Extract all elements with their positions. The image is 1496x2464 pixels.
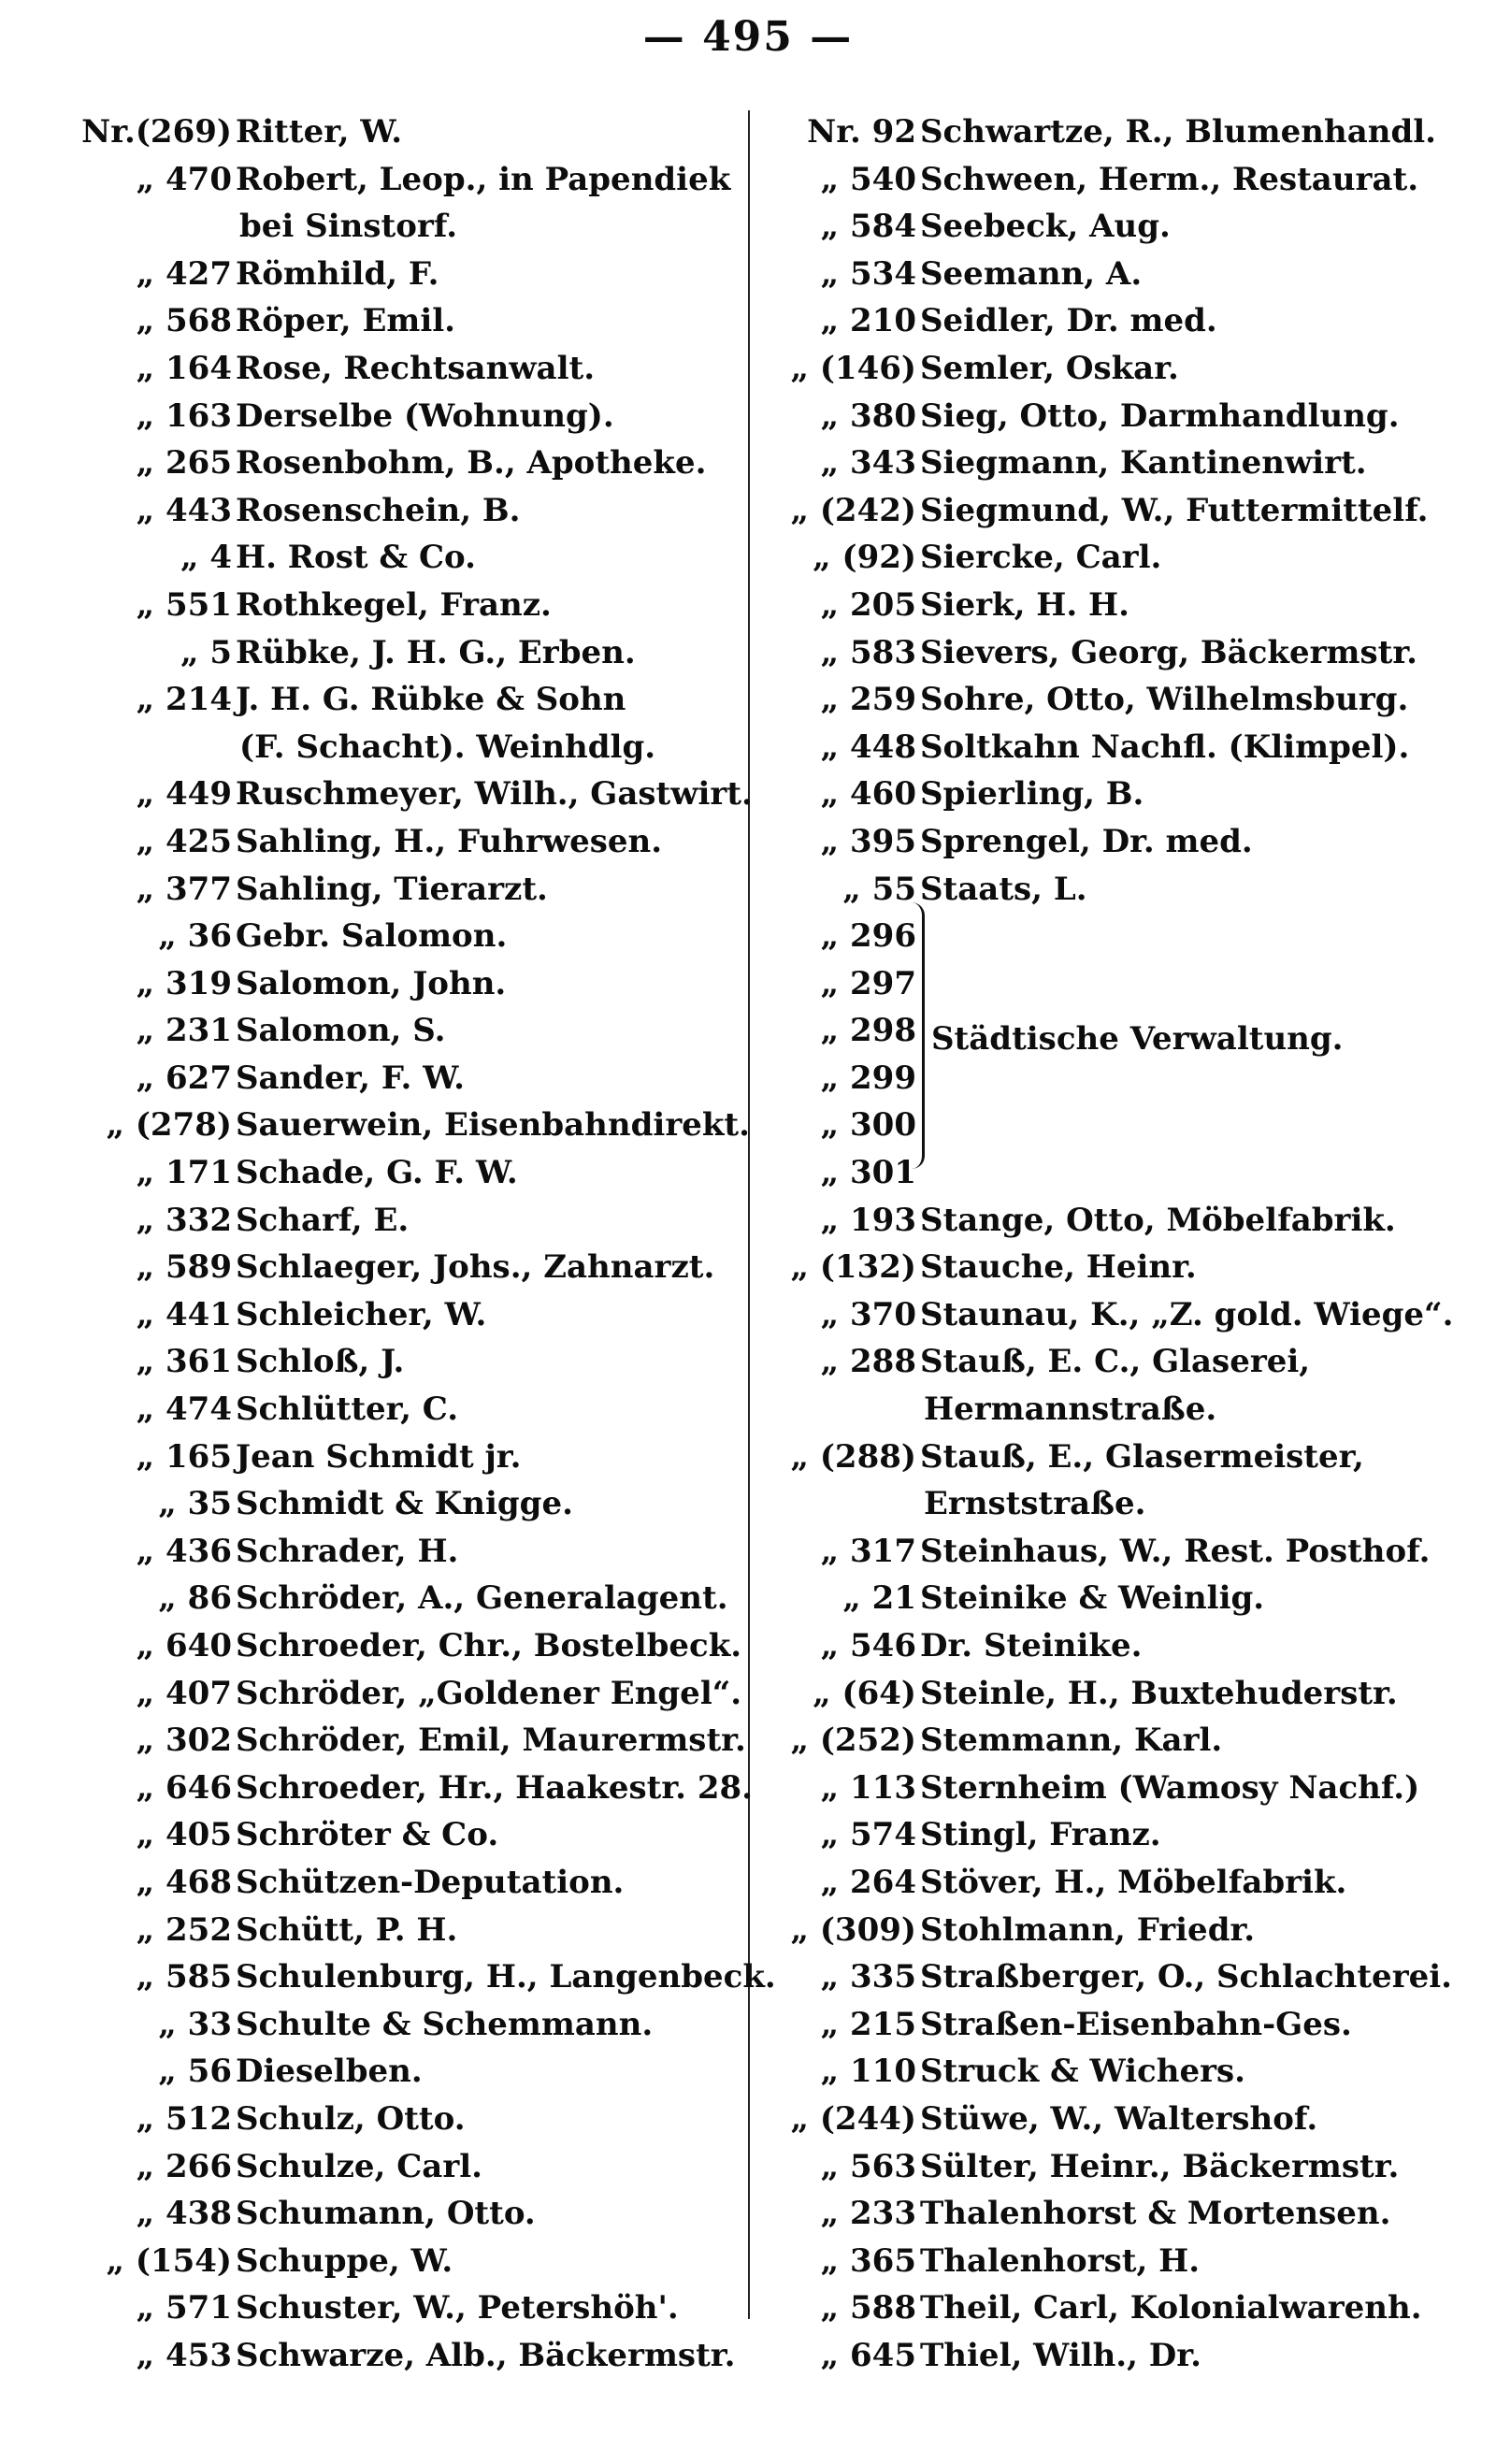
directory-entry — [71, 1765, 753, 1812]
directory-entry — [71, 2096, 731, 2143]
entry-name: Schlaeger, Johs., Zahnarzt. — [236, 1248, 715, 1287]
directory-entry — [755, 676, 1485, 724]
entry-name: Siegmund, W., Futtermittelf. — [920, 491, 1429, 529]
directory-entry — [71, 818, 731, 866]
entry-number: „ 546 — [820, 1627, 916, 1664]
entry-number: „ 297 — [820, 964, 916, 1002]
entry-name: Rose, Rechtsanwalt. — [236, 349, 596, 387]
directory-entry — [755, 1149, 1485, 1197]
entry-number: „ 448 — [820, 728, 916, 766]
entry-name: Jean Schmidt jr. — [236, 1437, 522, 1476]
entry-number: „ 299 — [820, 1059, 916, 1097]
entry-name: Stemmann, Karl. — [920, 1722, 1223, 1760]
directory-entry — [755, 866, 1485, 914]
entry-number: „ 568 — [136, 302, 232, 340]
directory-entry — [755, 1811, 1485, 1859]
directory-entry — [71, 2001, 731, 2049]
entry-number: „ 551 — [136, 585, 232, 624]
entry-name: Schulz, Otto. — [236, 2099, 466, 2138]
entry-number: „ 259 — [820, 681, 916, 719]
entry-name: Schulte & Schemmann. — [236, 2005, 654, 2043]
entry-number: „ 86 — [158, 1579, 232, 1618]
directory-entry — [71, 1528, 731, 1576]
directory-entry — [71, 1953, 776, 2001]
directory-entry — [71, 582, 731, 629]
directory-entry — [755, 297, 1485, 345]
directory-entry — [755, 1244, 1485, 1291]
directory-entry — [755, 534, 1485, 582]
entry-number: „ 407 — [136, 1674, 232, 1712]
entry-name: Schlütter, C. — [236, 1391, 459, 1429]
entry-number: „ 361 — [136, 1343, 232, 1381]
entry-name: Schloß, J. — [236, 1343, 405, 1381]
entry-name: Stauß, E., Glasermeister, — [920, 1437, 1364, 1476]
directory-entry — [71, 534, 731, 582]
entry-name: Schumann, Otto. — [236, 2195, 536, 2233]
entry-number: „ 335 — [820, 1958, 916, 1996]
entry-name: Schuster, W., Petershöh'. — [236, 2289, 679, 2327]
entry-number: „ 470 — [136, 160, 232, 198]
entry-number: „ 589 — [136, 1248, 232, 1287]
directory-entry — [755, 2001, 1485, 2049]
entry-number: „ 110 — [820, 2053, 916, 2091]
directory-entry — [755, 1528, 1485, 1576]
directory-entry — [755, 439, 1485, 487]
entry-number: „ (132) — [790, 1248, 916, 1287]
directory-entry — [71, 1717, 746, 1765]
entry-name: Theil, Carl, Kolonialwarenh. — [920, 2289, 1422, 2327]
directory-entry — [71, 1434, 731, 1481]
directory-entry — [71, 1575, 731, 1622]
directory-entry — [71, 487, 731, 535]
entry-name: Schröder, „Goldener Engel“. — [236, 1674, 742, 1712]
entry-number: „ 646 — [136, 1768, 232, 1807]
entry-name: Dieselben. — [236, 2053, 423, 2091]
entry-name: Steinhaus, W., Rest. Posthof. — [920, 1532, 1431, 1570]
entry-number: „ 468 — [136, 1863, 232, 1901]
entry-name: Sohre, Otto, Wilhelmsburg. — [920, 681, 1409, 719]
entry-name: Ruschmeyer, Wilh., Gastwirt. — [236, 775, 753, 814]
directory-entry — [755, 1102, 1485, 1149]
entry-name: Thalenhorst & Mortensen. — [920, 2195, 1391, 2233]
directory-entry — [71, 2332, 736, 2380]
directory-entry — [71, 1670, 742, 1718]
entry-name: Schleicher, W. — [236, 1295, 487, 1333]
entry-number: „ 332 — [136, 1201, 232, 1239]
directory-entry — [71, 2284, 731, 2332]
entry-number: „ 436 — [136, 1532, 232, 1570]
directory-entry — [755, 582, 1485, 629]
entry-number: Nr.(269) — [81, 113, 232, 151]
entry-number: „ 443 — [136, 491, 232, 529]
directory-entry — [71, 1197, 731, 1245]
directory-entry — [71, 251, 731, 298]
directory-entry — [755, 156, 1485, 204]
entry-number: „ 163 — [136, 396, 232, 435]
entry-name: Stüwe, W., Waltershof. — [920, 2099, 1318, 2138]
entry-name: Schulenburg, H., Langenbeck. — [236, 1958, 776, 1996]
left-column — [71, 108, 776, 2380]
entry-name: Thiel, Wilh., Dr. — [920, 2336, 1201, 2374]
entry-number: „ 640 — [136, 1627, 232, 1664]
directory-entry — [71, 1007, 731, 1055]
directory-entry — [71, 108, 731, 156]
entry-number: „ 298 — [820, 1012, 916, 1050]
entry-name: Sternheim (Wamosy Nachf.) — [920, 1768, 1420, 1807]
entry-number: „ (92) — [813, 539, 916, 577]
directory-entry — [755, 818, 1485, 866]
directory-entry — [755, 1434, 1485, 1481]
entry-number: „ 36 — [158, 917, 232, 956]
entry-number: „ 301 — [820, 1154, 916, 1192]
directory-entry — [755, 1717, 1485, 1765]
entry-number: „ 56 — [158, 2053, 232, 2091]
entry-number: „ 4 — [180, 539, 232, 577]
directory-entry — [755, 487, 1485, 535]
entry-name: Schwarze, Alb., Bäckermstr. — [236, 2336, 736, 2374]
entry-number: „ 252 — [136, 1910, 232, 1949]
entry-number: „ 583 — [820, 633, 916, 671]
entry-name: Stange, Otto, Möbelfabrik. — [920, 1201, 1396, 1239]
directory-entry — [755, 1575, 1485, 1622]
entry-name: Gebr. Salomon. — [236, 917, 508, 956]
entry-number: „ 441 — [136, 1295, 232, 1333]
entry-number: „ (278) — [106, 1106, 232, 1145]
entry-number: „ 296 — [820, 917, 916, 956]
entry-name: Struck & Wichers. — [920, 2053, 1245, 2091]
entry-name: Soltkahn Nachfl. (Klimpel). — [920, 728, 1410, 766]
entry-number: „ 171 — [136, 1154, 232, 1192]
entry-name: Schmidt & Knigge. — [236, 1485, 573, 1523]
entry-number: „ 214 — [136, 681, 232, 719]
entry-name: Schulze, Carl. — [236, 2147, 482, 2185]
entry-number: „ (244) — [790, 2099, 916, 2138]
directory-entry — [71, 1386, 731, 1434]
entry-number: „ 563 — [820, 2147, 916, 2185]
entry-name: Schwartze, R., Blumenhandl. — [920, 113, 1436, 151]
entry-number: „ 266 — [136, 2147, 232, 2185]
bracket-label: Städtische Verwaltung. — [931, 1020, 1344, 1058]
entry-number: Nr. 92 — [807, 113, 916, 151]
entry-number: „ 512 — [136, 2099, 232, 2138]
entry-name: Römhild, F. — [236, 254, 439, 293]
entry-number: „ 343 — [820, 444, 916, 483]
entry-number: „ 215 — [820, 2005, 916, 2043]
directory-entry — [71, 724, 731, 771]
directory-entry — [755, 771, 1485, 818]
entry-name: Sieg, Otto, Darmhandlung. — [920, 396, 1400, 435]
entry-name: Spierling, B. — [920, 775, 1144, 814]
directory-entry — [755, 2048, 1485, 2096]
entry-number: „ 55 — [842, 870, 916, 908]
entry-number: „ 571 — [136, 2289, 232, 2327]
directory-entry — [71, 913, 731, 960]
directory-entry — [755, 2332, 1485, 2380]
entry-name: Straßberger, O., Schlachterei. — [920, 1958, 1452, 1996]
directory-entry — [71, 2048, 731, 2096]
entry-name: Straßen-Eisenbahn-Ges. — [920, 2005, 1352, 2043]
directory-entry — [71, 676, 731, 724]
entry-number: „ (288) — [790, 1437, 916, 1476]
directory-entry — [755, 1953, 1485, 2001]
entry-number: „ (242) — [790, 491, 916, 529]
entry-name: Schröter & Co. — [236, 1816, 499, 1854]
entry-number: „ 438 — [136, 2195, 232, 2233]
directory-entry — [755, 960, 1485, 1008]
directory-entry — [755, 1338, 1485, 1386]
directory-entry — [71, 2190, 731, 2238]
entry-name: Hermannstraße. — [924, 1391, 1217, 1429]
entry-number: „ 210 — [820, 302, 916, 340]
entry-number: „ (64) — [813, 1674, 916, 1712]
entry-number: „ 264 — [820, 1863, 916, 1901]
entry-number: „ 427 — [136, 254, 232, 293]
entry-name: Schween, Herm., Restaurat. — [920, 160, 1419, 198]
directory-entry — [755, 345, 1485, 393]
entry-name: Seidler, Dr. med. — [920, 302, 1217, 340]
entry-name: Röper, Emil. — [236, 302, 456, 340]
entry-number: „ 300 — [820, 1106, 916, 1145]
directory-entry — [71, 1102, 750, 1149]
entry-number: „ 540 — [820, 160, 916, 198]
entry-number: „ 588 — [820, 2289, 916, 2327]
directory-entry — [71, 156, 731, 204]
directory-entry — [755, 108, 1485, 156]
entry-name: Dr. Steinike. — [920, 1627, 1143, 1664]
entry-number: „ 165 — [136, 1437, 232, 1476]
directory-entry — [755, 1765, 1485, 1812]
directory-entry — [71, 1907, 731, 1954]
entry-number: „ 231 — [136, 1012, 232, 1050]
entry-name: Schützen-Deputation. — [236, 1863, 625, 1901]
entry-name: Derselbe (Wohnung). — [236, 396, 614, 435]
entry-name: Salomon, John. — [236, 964, 507, 1002]
entry-name: Salomon, S. — [236, 1012, 446, 1050]
entry-name: H. Rost & Co. — [236, 539, 476, 577]
entry-name: Rosenschein, B. — [236, 491, 521, 529]
entry-name: Siercke, Carl. — [920, 539, 1162, 577]
directory-entry — [71, 866, 731, 914]
directory-entry — [755, 1386, 1485, 1434]
entry-name: Sahling, H., Fuhrwesen. — [236, 822, 663, 860]
directory-entry — [71, 393, 731, 440]
entry-number: „ 474 — [136, 1391, 232, 1429]
entry-name: Robert, Leop., in Papendiek — [236, 160, 731, 198]
entry-name: bei Sinstorf. — [239, 208, 458, 246]
entry-name: Thalenhorst, H. — [920, 2241, 1201, 2280]
directory-entry — [755, 2284, 1485, 2332]
directory-entry — [755, 1670, 1485, 1718]
directory-entry — [755, 1197, 1485, 1245]
entry-name: Ernststraße. — [924, 1485, 1146, 1523]
directory-entry — [755, 203, 1485, 251]
entry-number: „ (146) — [790, 349, 916, 387]
entry-name: Schroeder, Chr., Bostelbeck. — [236, 1627, 742, 1664]
directory-entry — [71, 1055, 731, 1102]
entry-name: Seebeck, Aug. — [920, 208, 1171, 246]
entry-name: Siegmann, Kantinenwirt. — [920, 444, 1367, 483]
directory-entry — [71, 629, 731, 677]
page-number: — 495 — — [642, 13, 854, 61]
directory-entry — [755, 251, 1485, 298]
entry-number: „ (154) — [106, 2241, 232, 2280]
directory-entry — [71, 771, 753, 818]
entry-number: „ 21 — [842, 1579, 916, 1618]
directory-entry — [71, 297, 731, 345]
entry-number: „ 302 — [136, 1722, 232, 1760]
entry-number: „ 265 — [136, 444, 232, 483]
entry-number: „ 574 — [820, 1816, 916, 1854]
entry-number: „ 453 — [136, 2336, 232, 2374]
entry-name: Schröder, A., Generalagent. — [236, 1579, 728, 1618]
directory-entry — [71, 1811, 731, 1859]
entry-number: „ 585 — [136, 1958, 232, 1996]
entry-number: „ 319 — [136, 964, 232, 1002]
directory-entry — [71, 1859, 731, 1907]
directory-entry — [755, 1907, 1485, 1954]
entry-number: „ 645 — [820, 2336, 916, 2374]
directory-entry — [71, 1291, 731, 1339]
directory-entry — [71, 345, 731, 393]
directory-entry — [755, 724, 1485, 771]
directory-entry — [755, 913, 1485, 960]
entry-number: „ 5 — [180, 633, 232, 671]
entry-number: „ 365 — [820, 2241, 916, 2280]
entry-number: „ 317 — [820, 1532, 916, 1570]
entry-name: (F. Schacht). Weinhdlg. — [239, 728, 656, 766]
entry-name: Seemann, A. — [920, 254, 1143, 293]
entry-name: Scharf, E. — [236, 1201, 410, 1239]
directory-entry — [71, 1480, 731, 1528]
right-column — [755, 108, 1485, 2380]
directory-entry — [755, 1859, 1485, 1907]
entry-name: Stohlmann, Friedr. — [920, 1910, 1256, 1949]
entry-number: „ 35 — [158, 1485, 232, 1523]
entry-name: Stauß, E. C., Glaserei, — [920, 1343, 1311, 1381]
directory-entry — [755, 2190, 1485, 2238]
directory-entry — [755, 1622, 1485, 1670]
entry-number: „ 233 — [820, 2195, 916, 2233]
directory-entry — [755, 393, 1485, 440]
entry-name: Stöver, H., Möbelfabrik. — [920, 1863, 1347, 1901]
entry-name: Schütt, P. H. — [236, 1910, 458, 1949]
entry-name: J. H. G. Rübke & Sohn — [236, 681, 626, 719]
entry-number: „ 449 — [136, 775, 232, 814]
entry-number: „ 395 — [820, 822, 916, 860]
entry-name: Rübke, J. H. G., Erben. — [236, 633, 636, 671]
directory-entry — [71, 1149, 731, 1197]
directory-entry — [71, 203, 731, 251]
entry-number: „ 33 — [158, 2005, 232, 2043]
directory-entry — [755, 2096, 1485, 2143]
entry-name: Sievers, Georg, Bäckermstr. — [920, 633, 1417, 671]
entry-number: „ (252) — [790, 1722, 916, 1760]
entry-number: „ 425 — [136, 822, 232, 860]
entry-number: „ 193 — [820, 1201, 916, 1239]
entry-name: Sauerwein, Eisenbahndirekt. — [236, 1106, 750, 1145]
directory-entry — [755, 629, 1485, 677]
entry-name: Sierk, H. H. — [920, 585, 1130, 624]
entry-name: Schuppe, W. — [236, 2241, 453, 2280]
entry-name: Stauche, Heinr. — [920, 1248, 1197, 1287]
entry-name: Staunau, K., „Z. gold. Wiege“. — [920, 1295, 1454, 1333]
entry-name: Schrader, H. — [236, 1532, 459, 1570]
directory-entry — [755, 1291, 1485, 1339]
directory-entry — [71, 2143, 731, 2191]
entry-name: Rothkegel, Franz. — [236, 585, 552, 624]
entry-number: „ 405 — [136, 1816, 232, 1854]
entry-number: „ 534 — [820, 254, 916, 293]
entry-name: Sahling, Tierarzt. — [236, 870, 548, 908]
entry-number: „ 377 — [136, 870, 232, 908]
entry-name: Sülter, Heinr., Bäckermstr. — [920, 2147, 1400, 2185]
entry-name: Sprengel, Dr. med. — [920, 822, 1253, 860]
entry-name: Semler, Oskar. — [920, 349, 1179, 387]
entry-name: Schade, G. F. W. — [236, 1154, 518, 1192]
entry-number: „ 460 — [820, 775, 916, 814]
entry-number: „ 164 — [136, 349, 232, 387]
entry-number: „ 370 — [820, 1295, 916, 1333]
entry-name: Sander, F. W. — [236, 1059, 465, 1097]
directory-entry — [71, 960, 731, 1008]
directory-entry — [755, 2143, 1485, 2191]
directory-entry — [755, 1480, 1485, 1528]
directory-entry — [71, 1622, 742, 1670]
directory-entry — [71, 439, 731, 487]
directory-entry — [71, 1244, 731, 1291]
directory-entry — [71, 1338, 731, 1386]
entry-name: Rosenbohm, B., Apotheke. — [236, 444, 707, 483]
entry-name: Staats, L. — [920, 870, 1087, 908]
entry-number: „ 584 — [820, 208, 916, 246]
entry-number: „ (309) — [790, 1910, 916, 1949]
entry-name: Ritter, W. — [236, 113, 403, 151]
directory-entry — [71, 2238, 731, 2285]
entry-name: Schroeder, Hr., Haakestr. 28. — [236, 1768, 753, 1807]
directory-entry — [755, 2238, 1485, 2285]
entry-name: Schröder, Emil, Maurermstr. — [236, 1722, 746, 1760]
entry-name: Stingl, Franz. — [920, 1816, 1161, 1854]
entry-number: „ 113 — [820, 1768, 916, 1807]
entry-name: Steinle, H., Buxtehuderstr. — [920, 1674, 1398, 1712]
entry-number: „ 380 — [820, 396, 916, 435]
entry-name: Steinike & Weinlig. — [920, 1579, 1265, 1618]
entry-number: „ 627 — [136, 1059, 232, 1097]
entry-number: „ 205 — [820, 585, 916, 624]
entry-number: „ 288 — [820, 1343, 916, 1381]
brace-bracket — [909, 902, 925, 1169]
